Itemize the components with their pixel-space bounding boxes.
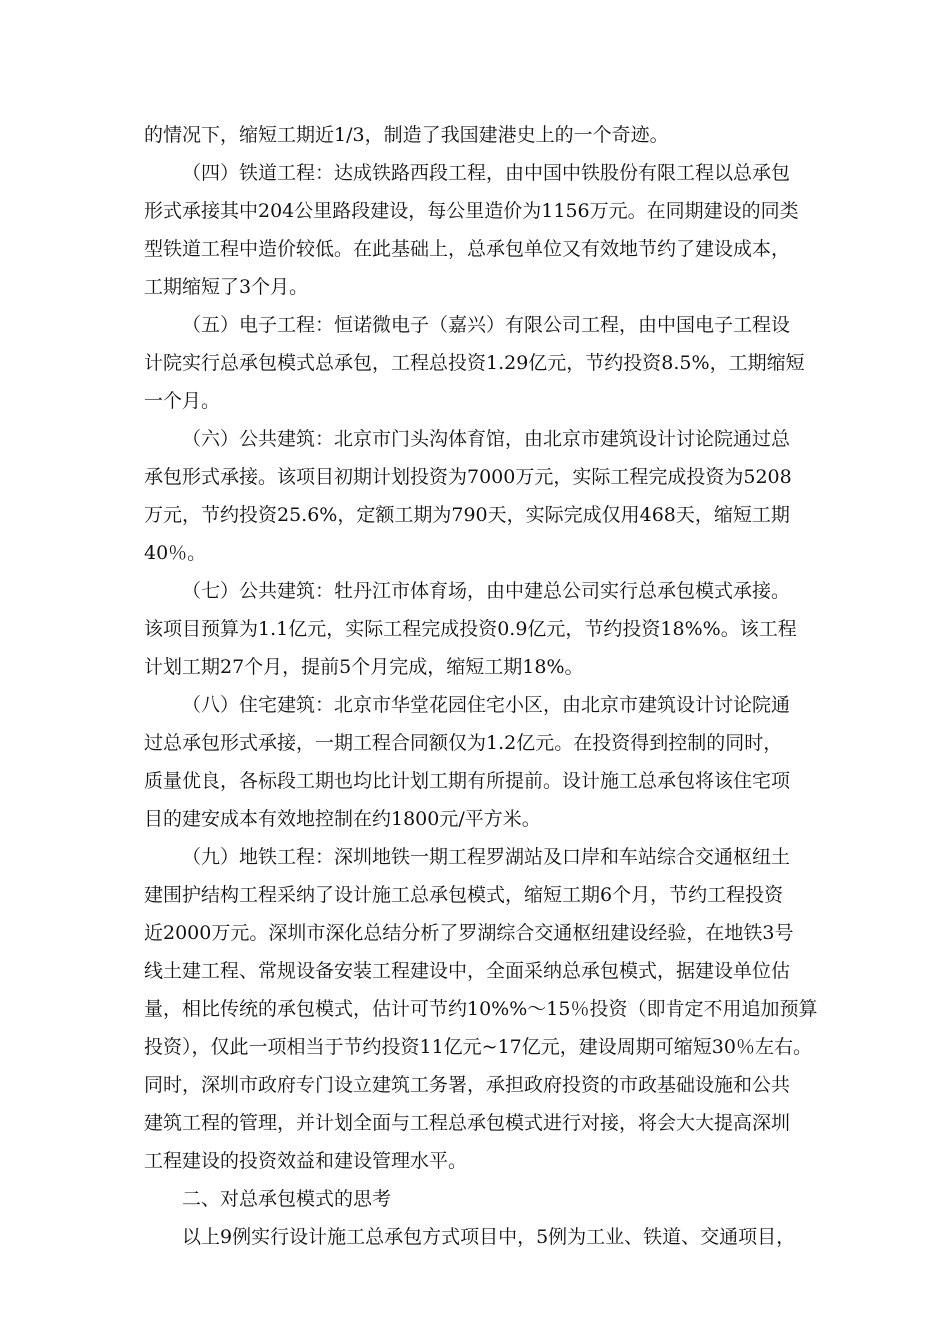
text-line: 目的建安成本有效地控制在约1800元/平方米。 [144, 808, 541, 830]
text-line: 工期缩短了3个月。 [144, 276, 309, 298]
text-line: 量，相比传统的承包模式，估计可节约10%%～15％投资（即肯定不用追加预算 [144, 998, 818, 1020]
text-line: 40％。 [144, 542, 207, 564]
text-line: 同时，深圳市政府专门设立建筑工务署，承担政府投资的市政基础设施和公共 [144, 1074, 791, 1096]
text-line: 建筑工程的管理，并计划全面与工程总承包模式进行对接，将会大大提高深圳 [144, 1112, 791, 1134]
text-line: 的情况下，缩短工期近1/3，制造了我国建港史上的一个奇迹。 [144, 124, 669, 146]
text-line: 建围护结构工程采纳了设计施工总承包模式，缩短工期6个月，节约工程投资 [144, 884, 784, 906]
section-heading: 二、对总承包模式的思考 [182, 1188, 392, 1210]
paragraph-residential-heading-line: （八）住宅建筑：北京市华堂花园住宅小区，由北京市建筑设计讨论院通 [182, 694, 791, 716]
text-line: 线土建工程、常规设备安装工程建设中，全面采纳总承包模式，据建设单位估 [144, 960, 791, 982]
text-line: 承包形式承接。该项目初期计划投资为7000万元，实际工程完成投资为5208 [144, 466, 792, 488]
paragraph-metro-heading-line: （九）地铁工程：深圳地铁一期工程罗湖站及口岸和车站综合交通枢纽土 [182, 846, 791, 868]
paragraph-stadium-heading-line: （七）公共建筑：牡丹江市体育场，由中建总公司实行总承包模式承接。 [182, 580, 791, 602]
text-line: 计划工期27个月，提前5个月完成，缩短工期18%。 [144, 656, 584, 678]
text-line: 形式承接其中204公里路段建设，每公里造价为1156万元。在同期建设的同类 [144, 200, 799, 222]
text-line: 计院实行总承包模式总承包，工程总投资1.29亿元，节约投资8.5%，工期缩短 [144, 352, 805, 374]
paragraph-railway-heading-line: （四）铁道工程：达成铁路西段工程，由中国中铁股份有限工程以总承包 [182, 162, 791, 184]
text-line: 投资），仅此一项相当于节约投资11亿元~17亿元，建设周期可缩短30％左右。 [144, 1036, 812, 1058]
text-line: 质量优良，各标段工期也均比计划工期有所提前。设计施工总承包将该住宅项 [144, 770, 791, 792]
paragraph-gymnasium-heading-line: （六）公共建筑：北京市门头沟体育馆，由北京市建筑设计讨论院通过总 [182, 428, 791, 450]
text-line: 过总承包形式承接，一期工程合同额仅为1.2亿元。在投资得到控制的同时， [144, 732, 783, 754]
text-line: 型铁道工程中造价较低。在此基础上，总承包单位又有效地节约了建设成本， [144, 238, 791, 260]
text-line: 该项目预算为1.1亿元，实际工程完成投资0.9亿元，节约投资18%%。该工程 [144, 618, 797, 640]
text-line: 近2000万元。深圳市深化总结分析了罗湖综合交通枢纽建设经验，在地铁3号 [144, 922, 794, 944]
document-body [144, 116, 824, 1256]
text-line: 工程建设的投资效益和建设管理水平。 [144, 1150, 468, 1172]
text-line: 一个月。 [144, 390, 221, 412]
text-line: 万元，节约投资25.6%，定额工期为790天，实际完成仅用468天，缩短工期 [144, 504, 790, 526]
paragraph-electronics-heading-line: （五）电子工程：恒诺微电子（嘉兴）有限公司工程，由中国电子工程设 [182, 314, 791, 336]
text-line: 以上9例实行设计施工总承包方式项目中，5例为工业、铁道、交通项目， [182, 1226, 796, 1248]
